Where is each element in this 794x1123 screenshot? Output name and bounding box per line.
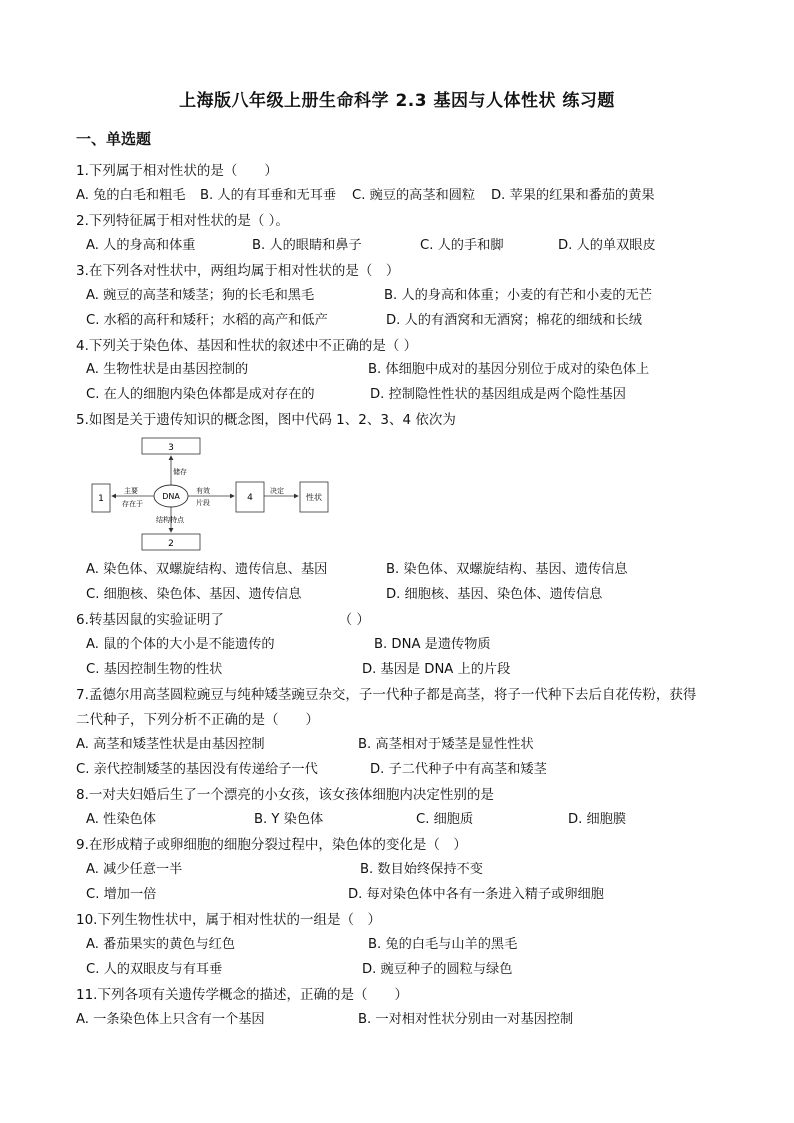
question-8-option-b: B. Y 染色体 — [254, 812, 324, 827]
question-7-option-c: C. 亲代控制矮茎的基因没有传递给子一代 — [76, 762, 318, 777]
question-7-stem-line-2: 二代种子，下列分析不正确的是（ ） — [76, 712, 319, 728]
question-11-option-a: A. 一条染色体上只含有一个基因 — [76, 1012, 265, 1027]
question-3-option-c: C. 水稻的高秆和矮秆；水稻的高产和低产 — [86, 313, 328, 328]
page-title: 上海版八年级上册生命科学 2.3 基因与人体性状 练习题 — [179, 91, 615, 111]
section-heading: 一、单选题 — [76, 130, 152, 148]
question-10-option-c: C. 人的双眼皮与有耳垂 — [86, 962, 223, 977]
question-3-option-b: B. 人的身高和体重；小麦的有芒和小麦的无芒 — [384, 288, 652, 303]
question-1-option-b: B. 人的有耳垂和无耳垂 — [200, 188, 337, 203]
question-8-option-d: D. 细胞膜 — [568, 812, 627, 827]
question-10-option-d: D. 豌豆种子的圆粒与绿色 — [362, 962, 513, 977]
question-4-option-b: B. 体细胞中成对的基因分别位于成对的染色体上 — [368, 362, 650, 377]
question-7-stem-line-1: 7.孟德尔用高茎圆粒豌豆与纯种矮茎豌豆杂交，子一代种子都是高茎，将子一代种下去后自花传粉，获得 — [76, 687, 697, 703]
question-1-option-a: A. 兔的白毛和粗毛 — [76, 188, 186, 203]
label-segment: 片段 — [196, 499, 210, 507]
question-7-option-d: D. 子二代种子中有高茎和矮茎 — [370, 762, 547, 777]
concept-box-1-label: 1 — [98, 494, 104, 504]
question-8-option-c: C. 细胞质 — [416, 812, 474, 827]
question-9-option-c: C. 增加一倍 — [86, 887, 157, 902]
question-4-option-c: C. 在人的细胞内染色体都是成对存在的 — [86, 387, 315, 402]
question-5-option-d: D. 细胞核、基因、染色体、遗传信息 — [386, 587, 603, 602]
question-7-option-b: B. 高茎相对于矮茎是显性性状 — [358, 737, 534, 752]
question-8-stem: 8.一对夫妇婚后生了一个漂亮的小女孩，该女孩体细胞内决定性别的是 — [76, 787, 494, 803]
dna-node-label: DNA — [162, 492, 180, 501]
question-6-stem: 6.转基因鼠的实验证明了 （ ） — [76, 612, 370, 628]
concept-box-4-label: 4 — [247, 493, 253, 503]
question-9-option-b: B. 数目始终保持不变 — [360, 862, 483, 877]
question-7-option-a: A. 高茎和矮茎性状是由基因控制 — [76, 737, 265, 752]
label-exists-in: 存在于 — [122, 500, 143, 508]
question-4-option-a: A. 生物性状是由基因控制的 — [86, 362, 249, 377]
question-10-stem: 10.下列生物性状中，属于相对性状的一组是（ ） — [76, 912, 381, 928]
question-1-stem: 1.下列属于相对性状的是（ ） — [76, 163, 278, 179]
question-2-option-d: D. 人的单双眼皮 — [558, 238, 656, 253]
question-6-option-c: C. 基因控制生物的性状 — [86, 662, 223, 677]
label-structure: 结构特点 — [156, 516, 184, 524]
question-2-stem: 2.下列特征属于相对性状的是（ ）。 — [76, 213, 289, 229]
question-1-option-c: C. 豌豆的高茎和圆粒 — [352, 188, 476, 203]
concept-box-2-label: 2 — [168, 539, 174, 549]
question-3-option-a: A. 豌豆的高茎和矮茎；狗的长毛和黑毛 — [86, 288, 315, 303]
question-5-stem: 5.如图是关于遗传知识的概念图，图中代码 1、2、3、4 依次为 — [76, 412, 456, 428]
question-9-option-a: A. 减少任意一半 — [86, 862, 183, 877]
question-10-option-b: B. 兔的白毛与山羊的黑毛 — [368, 937, 518, 952]
concept-map-diagram — [86, 436, 346, 556]
question-3-stem: 3.在下列各对性状中，两组均属于相对性状的是（ ） — [76, 263, 400, 279]
question-8-option-a: A. 性染色体 — [86, 812, 156, 827]
question-9-stem: 9.在形成精子或卵细胞的细胞分裂过程中，染色体的变化是（ ） — [76, 837, 467, 853]
question-2-option-c: C. 人的手和脚 — [420, 238, 504, 253]
label-effective: 有效 — [196, 487, 210, 495]
question-5-option-b: B. 染色体、双螺旋结构、基因、遗传信息 — [386, 562, 628, 577]
question-5-option-a: A. 染色体、双螺旋结构、遗传信息、基因 — [86, 562, 328, 577]
question-3-option-d: D. 人的有酒窝和无酒窝；棉花的细绒和长绒 — [386, 313, 642, 328]
question-5-option-c: C. 细胞核、染色体、基因、遗传信息 — [86, 587, 302, 602]
question-9-option-d: D. 每对染色体中各有一条进入精子或卵细胞 — [348, 887, 604, 902]
concept-box-3-label: 3 — [168, 443, 174, 453]
trait-box-label: 性状 — [306, 493, 322, 502]
question-11-option-b: B. 一对相对性状分别由一对基因控制 — [358, 1012, 574, 1027]
question-4-stem: 4.下列关于染色体、基因和性状的叙述中不正确的是（ ） — [76, 338, 418, 354]
question-6-option-d: D. 基因是 DNA 上的片段 — [362, 662, 511, 677]
question-6-option-b: B. DNA 是遗传物质 — [374, 637, 491, 652]
question-10-option-a: A. 番茄果实的黄色与红色 — [86, 937, 236, 952]
label-main: 主要 — [124, 487, 138, 495]
label-decide: 决定 — [270, 487, 284, 495]
question-2-option-b: B. 人的眼睛和鼻子 — [252, 238, 362, 253]
question-4-option-d: D. 控制隐性性状的基因组成是两个隐性基因 — [370, 387, 626, 402]
question-6-option-a: A. 鼠的个体的大小是不能遗传的 — [86, 637, 275, 652]
question-1-option-d: D. 苹果的红果和番茄的黄果 — [491, 188, 655, 203]
question-2-option-a: A. 人的身高和体重 — [86, 238, 196, 253]
question-11-stem: 11.下列各项有关遗传学概念的描述，正确的是（ ） — [76, 987, 408, 1003]
label-store: 储存 — [173, 468, 187, 476]
